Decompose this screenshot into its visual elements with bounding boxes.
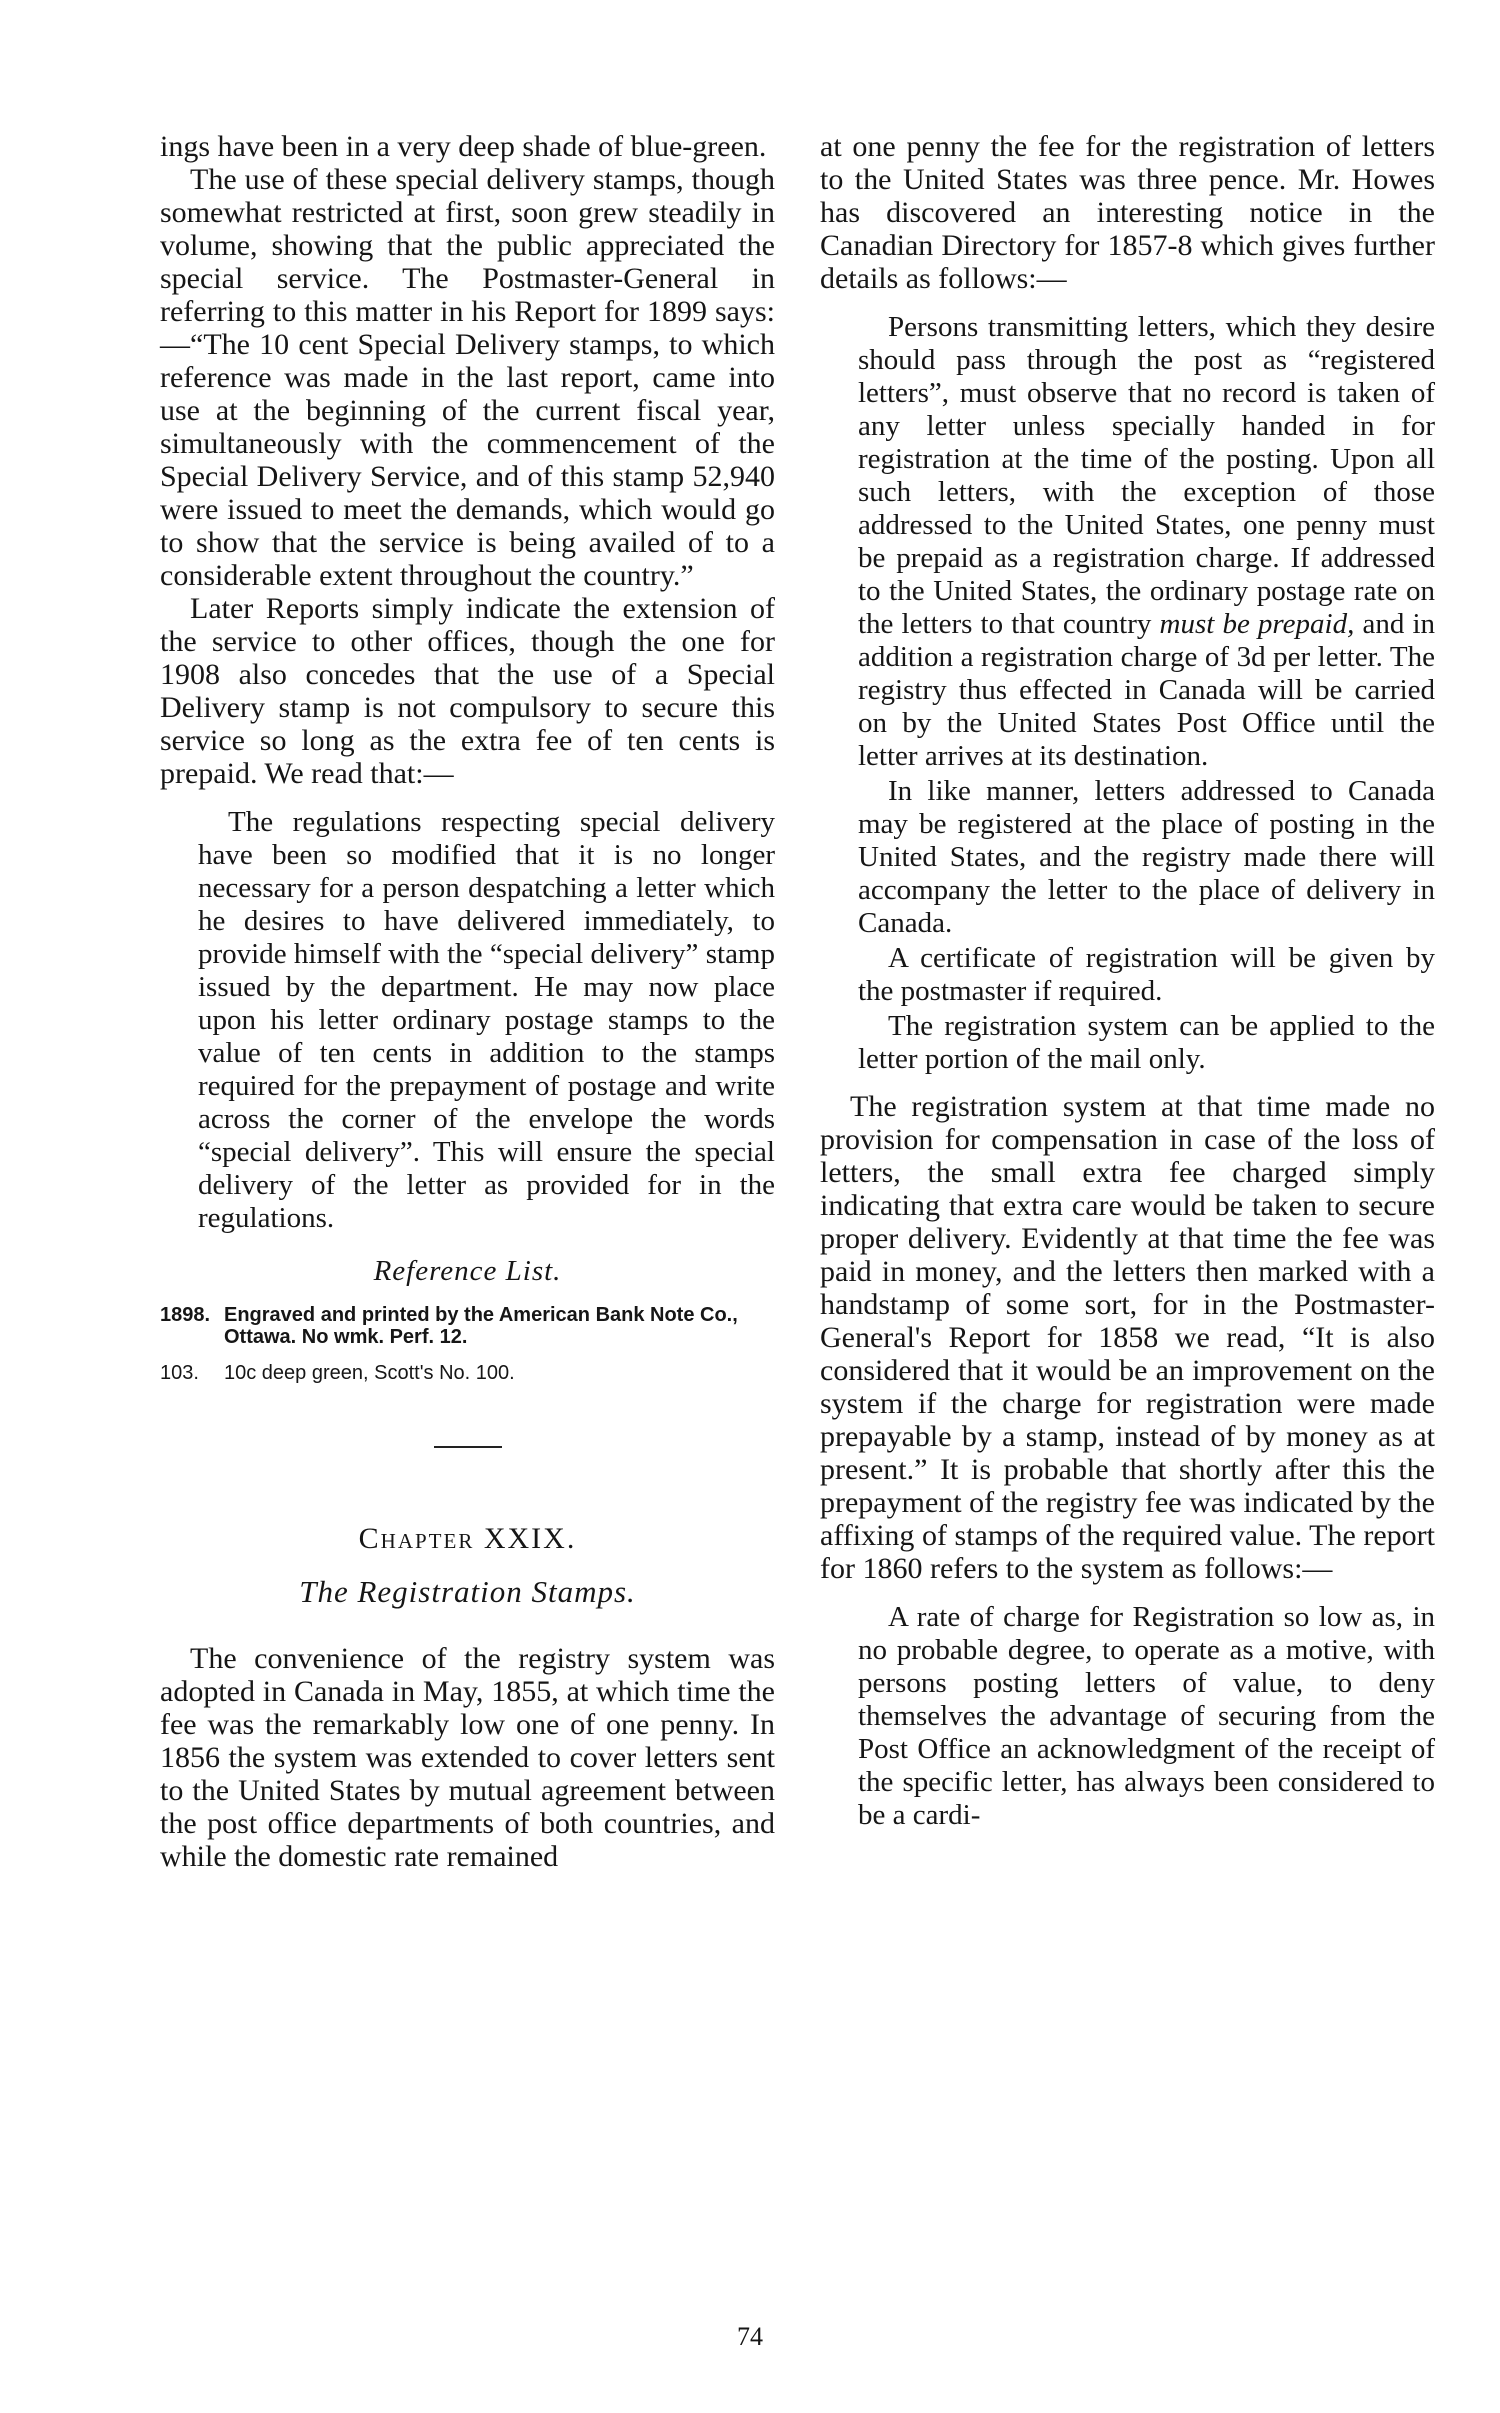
right-column (820, 130, 1435, 1846)
quote-paragraph: In like manner, letters addressed to Canada may be registered at the place of posting in the United States, and the registry made there will accompany the letter to the place of delivery in Canada. (858, 775, 1435, 939)
page-number: 74 (737, 2322, 763, 2351)
chapter-heading (160, 1522, 775, 1555)
reference-entry (160, 1362, 775, 1384)
chapter-title: The Registration Stamps. (299, 1574, 636, 1609)
paragraph-continued: ings have been in a very deep shade of blue-green. (160, 130, 767, 163)
reference-description: Engraved and printed by the American Bank Note Co., Ottawa. No wmk. Perf. 12. (224, 1304, 738, 1348)
quote-paragraph (858, 311, 1435, 773)
section-divider (434, 1446, 502, 1448)
reference-entry (160, 1304, 775, 1348)
chapter-label: Chapter XXIX. (358, 1522, 577, 1555)
reference-stamp: 10c deep green, Scott's No. 100. (224, 1362, 515, 1384)
quote-text: Persons transmitting letters, which they desire should pass through the post as “registered letters”, must observe that no record is taken of any letter unless specially handed in for registration at the time of the posting. Upon all such letters, with the exception of those addressed to the United States, one penny must be prepaid as a registration charge. If addressed to the United States, the ordinary postage rate on the letters to that country (858, 311, 1435, 640)
quote-paragraph: A certificate of registration will be given by the postmaster if required. (858, 942, 1435, 1007)
quote-paragraph: The registration system can be applied to the letter portion of the mail only. (858, 1010, 1435, 1075)
quote-text: The regulations respecting special delivery have been so modified that it is no longer necessary for a person despatching a letter which he desires to have delivered immediately, to provide himself with the “special delivery” stamp issued by the department. He may now place upon his letter ordinary postage stamps to the value of ten cents in addition to the stamps required for the prepayment of postage and write across the corner of the envelope the words “special delivery”. This will ensure the special delivery of the letter as provided for in the regulations. (198, 806, 775, 1234)
quote-emphasis: must be prepaid, (1159, 608, 1355, 640)
reference-number: 103. (160, 1362, 199, 1384)
reference-year: 1898. (160, 1304, 211, 1326)
quote-1860-report (858, 1601, 1435, 1832)
quote-text: and in addition a registration charge of 3d per letter. The registry thus effected in Canada will be carried on by the United States Post Office until the letter arrives at its destination. (858, 608, 1435, 772)
paragraph-special-delivery-use: The use of these special delivery stamps, though somewhat restricted at first, soon grew steadily in volume, showing that the public appreciated the special service. The Postmaster-General in referring to this matter in his Report for 1899 says:—“The 10 cent Special Delivery stamps, to which reference was made in the last report, came into use at the beginning of the current fiscal year, simultaneously with the commencement of the Special Delivery Service, and of this stamp 52,940 were issued to meet the demands, which would go to show that the service is being availed of to a considerable extent throughout the country.” (160, 163, 775, 592)
quote-regulations (198, 806, 775, 1235)
paragraph-later-reports: Later Reports simply indicate the extension of the service to other offices, though the one for 1908 also concedes that the use of a Special Delivery stamp is not compulsory to secure this service so long as the extra fee of ten cents is prepaid. We read that:— (160, 592, 775, 790)
paragraph-registration-system: The registration system at that time made no provision for compensation in case of the loss of letters, the small extra fee charged simply indicating that extra care would be taken to secure proper delivery. Evidently at that time the fee was paid in money, and the letters then marked with a handstamp of some sort, for in the Postmaster-General's Report for 1858 we read, “It is also considered that it would be an improvement on the system if the charge for registration were made prepayable by a stamp, instead of by money as at present.” It is probable that shortly after this the prepayment of the registry fee was indicated by the affixing of stamps of the required value. The report for 1860 refers to the system as follows:— (820, 1090, 1435, 1585)
paragraph-registration-fee: at one penny the fee for the registration of letters to the United States was three pence. Mr. Howes has discovered an interesting notice in the Canadian Directory for 1857-8 which gives further details as follows:— (820, 130, 1435, 295)
reference-list-title: Reference List. (373, 1255, 562, 1287)
quote-canadian-directory (858, 311, 1435, 1076)
quote-paragraph: A rate of charge for Registration so low as, in no probable degree, to operate as a motive, with persons posting letters of value, to deny themselves the advantage of securing from the Post Office an acknowledgment of the receipt of the specific letter, has always been considered to be a cardi- (858, 1601, 1435, 1831)
left-column (160, 130, 775, 1873)
paragraph-registry-system: The convenience of the registry system was adopted in Canada in May, 1855, at which time the fee was the remarkably low one of one penny. In 1856 the system was extended to cover letters sent to the United States by mutual agreement between the post office departments of both countries, and while the domestic rate remained (160, 1642, 775, 1873)
